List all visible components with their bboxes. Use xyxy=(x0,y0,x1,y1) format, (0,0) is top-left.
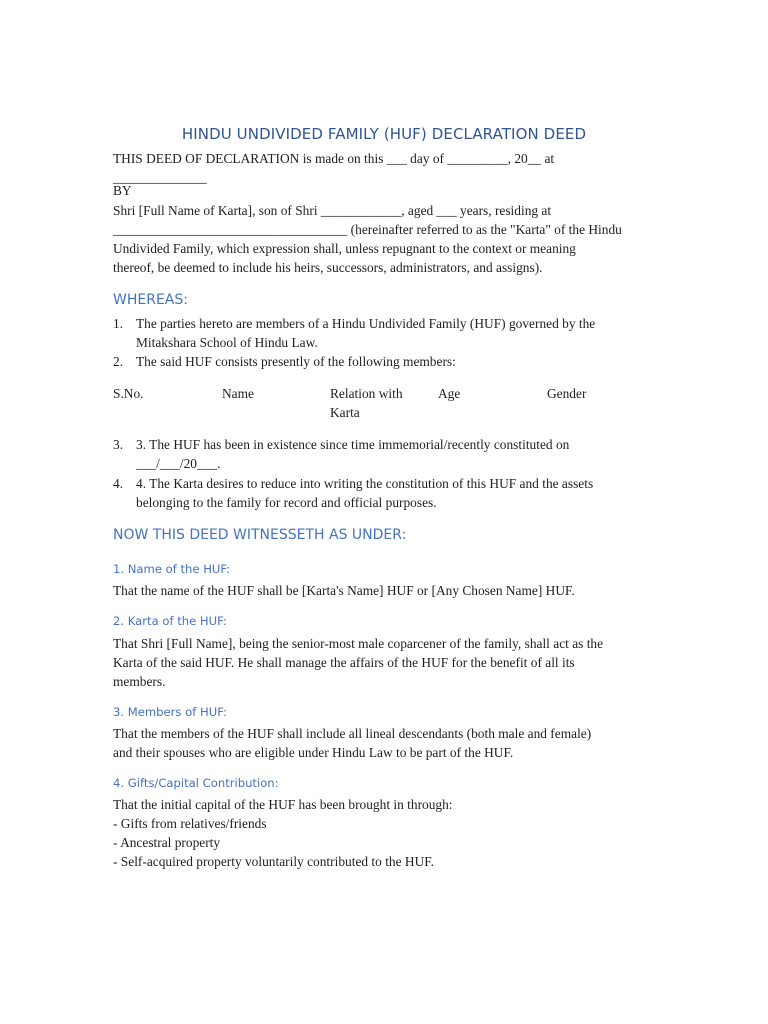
list-line: belonging to the family for record and official purposes. xyxy=(136,495,437,510)
list-line: The parties hereto are members of a Hindu Undivided Family (HUF) governed by the xyxy=(136,316,596,331)
header-gender: Gender xyxy=(547,386,587,401)
header-sno: S.No. xyxy=(113,386,144,401)
whereas-heading: WHEREAS: xyxy=(113,292,188,308)
section-line: That Shri [Full Name], being the senior-most male coparcener of the family, shall act as the xyxy=(113,636,604,651)
section-heading-members: 3. Members of HUF: xyxy=(113,705,227,719)
header-relation xyxy=(330,384,403,422)
section-line: Karta of the said HUF. He shall manage the affairs of the HUF for the benefit of all its xyxy=(113,655,575,670)
header-name: Name xyxy=(222,386,254,401)
by-line: ___________________________________ (hereinafter referred to as the "Karta" of the Hindu xyxy=(113,222,622,237)
section-line: and their spouses who are eligible under Hindu Law to be part of the HUF. xyxy=(113,745,514,760)
by-line: Undivided Family, which expression shall, unless repugnant to the context or meaning xyxy=(113,241,576,256)
header-relation-line: Relation with xyxy=(330,386,403,401)
section-line: - Self-acquired property voluntarily contributed to the HUF. xyxy=(113,854,434,869)
witnesseth-heading: NOW THIS DEED WITNESSETH AS UNDER: xyxy=(113,527,407,543)
document-title: HINDU UNDIVIDED FAMILY (HUF) DECLARATION DEED xyxy=(181,125,587,143)
section-line: That the members of the HUF shall include all lineal descendants (both male and female) xyxy=(113,726,592,741)
section-line: That the name of the HUF shall be [Karta's Name] HUF or [Any Chosen Name] HUF. xyxy=(113,583,575,598)
section-line: - Gifts from relatives/friends xyxy=(113,816,267,831)
list-line: 4. The Karta desires to reduce into writing the constitution of this HUF and the assets xyxy=(136,476,594,491)
list-line: Mitakshara School of Hindu Law. xyxy=(136,335,318,350)
section-heading-name: 1. Name of the HUF: xyxy=(113,562,231,576)
list-line: ___/___/20___. xyxy=(136,456,221,471)
section-body-gifts xyxy=(113,795,648,871)
by-label: BY xyxy=(113,183,132,198)
header-relation-line: Karta xyxy=(330,405,360,420)
list-number: 1. xyxy=(113,316,124,331)
list-number: 3. xyxy=(113,437,124,452)
section-heading-karta: 2. Karta of the HUF: xyxy=(113,614,227,628)
section-body-name xyxy=(113,581,648,600)
by-paragraph xyxy=(113,201,648,277)
section-line: That the initial capital of the HUF has been brought in through: xyxy=(113,797,453,812)
list-text xyxy=(136,474,648,512)
section-body-members xyxy=(113,724,648,762)
section-heading-gifts: 4. Gifts/Capital Contribution: xyxy=(113,776,279,790)
header-age: Age xyxy=(438,386,461,401)
section-body-karta xyxy=(113,634,648,691)
list-line: The said HUF consists presently of the following members: xyxy=(136,354,456,369)
list-number: 4. xyxy=(113,476,124,491)
section-line: members. xyxy=(113,674,166,689)
list-text xyxy=(136,435,648,473)
by-line: Shri [Full Name of Karta], son of Shri ____________, aged ___ years, residing at xyxy=(113,203,552,218)
list-text xyxy=(136,314,648,352)
list-number: 2. xyxy=(113,354,124,369)
by-line: thereof, be deemed to include his heirs, successors, administrators, and assigns). xyxy=(113,260,543,275)
list-text xyxy=(136,352,648,371)
intro-paragraph: THIS DEED OF DECLARATION is made on this ___ day of _________, 20__ at ______________ xyxy=(113,151,555,185)
section-line: - Ancestral property xyxy=(113,835,221,850)
list-line: 3. The HUF has been in existence since time immemorial/recently constituted on xyxy=(136,437,570,452)
